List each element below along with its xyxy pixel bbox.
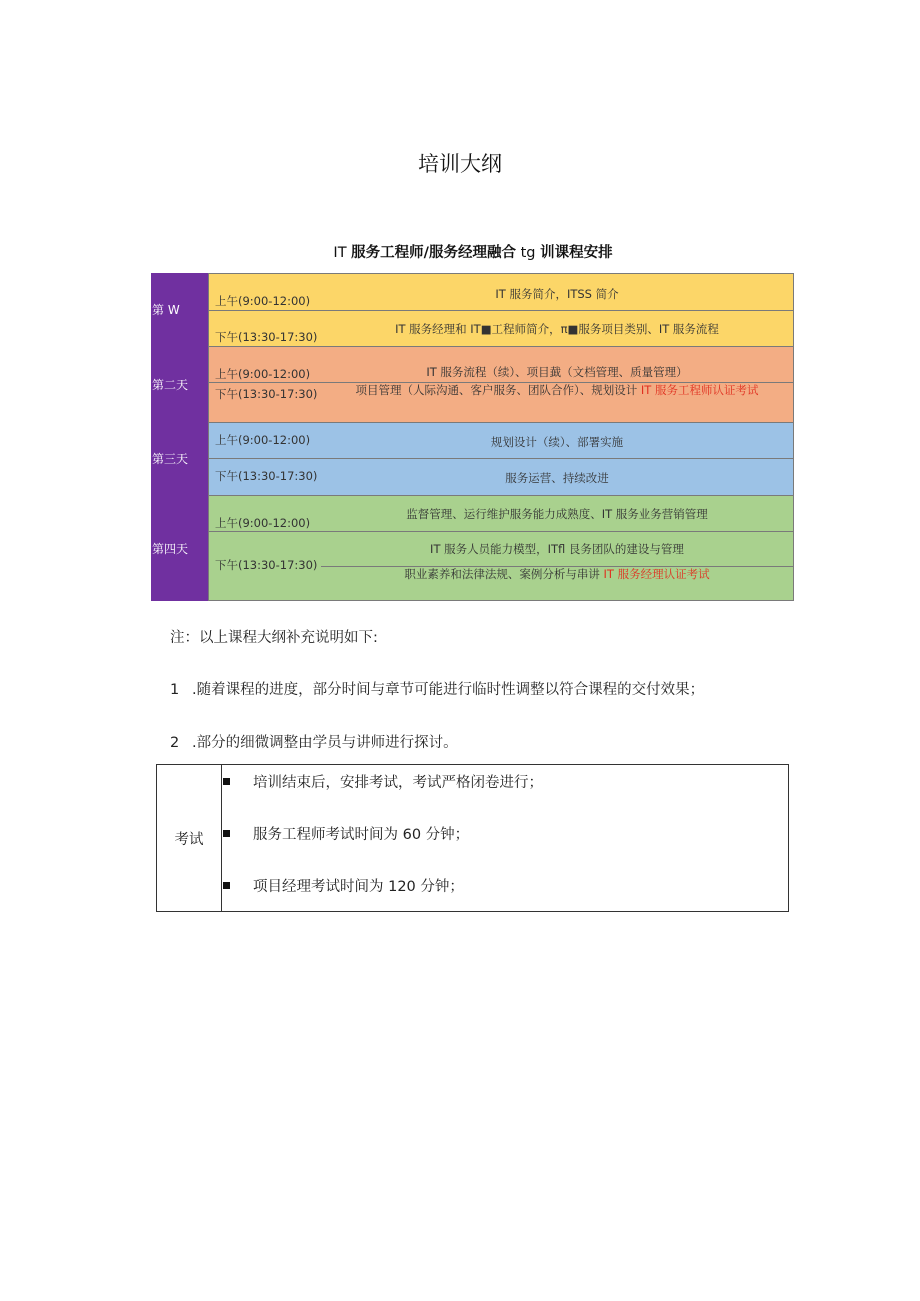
grid-line: [208, 458, 794, 459]
exam-label: 考试: [157, 765, 222, 911]
grid-line: [208, 310, 794, 311]
schedule-title: [0, 241, 920, 262]
grid-line: [208, 422, 794, 423]
square-bullet-icon: [223, 830, 230, 837]
note-text: .随着课程的进度，部分时间与章节可能进行临时性调整以符合课程的交付效果；: [192, 682, 705, 698]
session-content: 服务运营、持续改进: [321, 458, 794, 495]
session-content: 规划设计（续）、部署实施: [321, 422, 794, 458]
exam-item-text: 服务工程师考试时间为 60 分钟；: [253, 827, 470, 843]
exam-box: [156, 764, 789, 912]
session-content: [321, 566, 794, 601]
exam-item: [223, 823, 469, 844]
note-number: 1: [170, 682, 180, 698]
grid-line: [208, 600, 794, 601]
session-content: [321, 382, 794, 422]
time-slot: 下午(13:30-17:30): [208, 382, 322, 422]
square-bullet-icon: [223, 778, 230, 785]
time-slot: 上午(9:00-12:00): [208, 495, 322, 531]
session-content: 监督管理、运行维护服务能力成熟度、IT 服务业务营销管理: [321, 495, 794, 531]
exam-item-text: 项目经理考试时间为 120 分钟；: [253, 879, 464, 895]
time-slot: 下午(13:30-17:30): [208, 531, 322, 601]
session-content: IT 服务人员能力模型，ITfl 艮务团队的建设与管理: [321, 531, 794, 566]
certification-exam-text: IT 服务工程师认证考试: [640, 383, 759, 397]
day-label-4: 第四天: [151, 495, 209, 601]
note-item-2: [170, 731, 458, 752]
schedule-title-part1: 服务工程师/服务经理融合: [351, 245, 516, 261]
grid-line: [321, 566, 794, 567]
time-slot: 上午(9:00-12:00): [208, 273, 322, 310]
session-content-text: 职业素养和法律法规、案例分析与串讲: [404, 567, 604, 581]
session-content: IT 服务流程（续）、项目韯（文档管理、质量管理）: [321, 346, 794, 382]
schedule-table: [151, 273, 794, 601]
day-label-1: 第 W: [151, 273, 209, 346]
notes-intro: 注：以上课程大纲补充说明如下:: [170, 630, 378, 646]
grid-line: [208, 531, 794, 532]
certification-exam-text: IT 服务经理认证考试: [603, 567, 710, 581]
session-content: IT 服务简介，ITSS 简介: [321, 273, 794, 310]
grid-line: [208, 346, 794, 347]
schedule-title-part2: 训课程安排: [540, 245, 613, 261]
note-number: 2: [170, 735, 180, 751]
schedule-title-prefix: IT: [333, 245, 352, 261]
exam-item: [223, 771, 543, 792]
grid-line: [208, 382, 794, 383]
day-label-3: 第三天: [151, 422, 209, 495]
page-title: 培训大纲: [418, 152, 502, 176]
note-item-1: [170, 678, 704, 699]
exam-item: [223, 875, 464, 896]
time-slot: 上午(9:00-12:00): [208, 422, 322, 458]
grid-line: [208, 273, 794, 274]
square-bullet-icon: [223, 882, 230, 889]
time-slot: 下午(13:30-17:30): [208, 310, 322, 346]
session-content-text: 项目管理（人际沟通、客户服务、团队合作）、规划设计: [355, 383, 641, 397]
schedule-title-mid: tg: [515, 245, 541, 261]
time-slot: 上午(9:00-12:00): [208, 346, 322, 382]
session-content: IT 服务经理和 IT■工程师简介，π■服务项目类别、IT 服务流程: [321, 310, 794, 346]
grid-line: [208, 495, 794, 496]
exam-item-text: 培训结束后，安排考试，考试严格闭卷进行；: [253, 775, 543, 791]
note-text: .部分的细微调整由学员与讲师进行探讨。: [192, 735, 458, 751]
day-label-2: 第二天: [151, 346, 209, 422]
time-slot: 下午(13:30-17:30): [208, 458, 322, 495]
